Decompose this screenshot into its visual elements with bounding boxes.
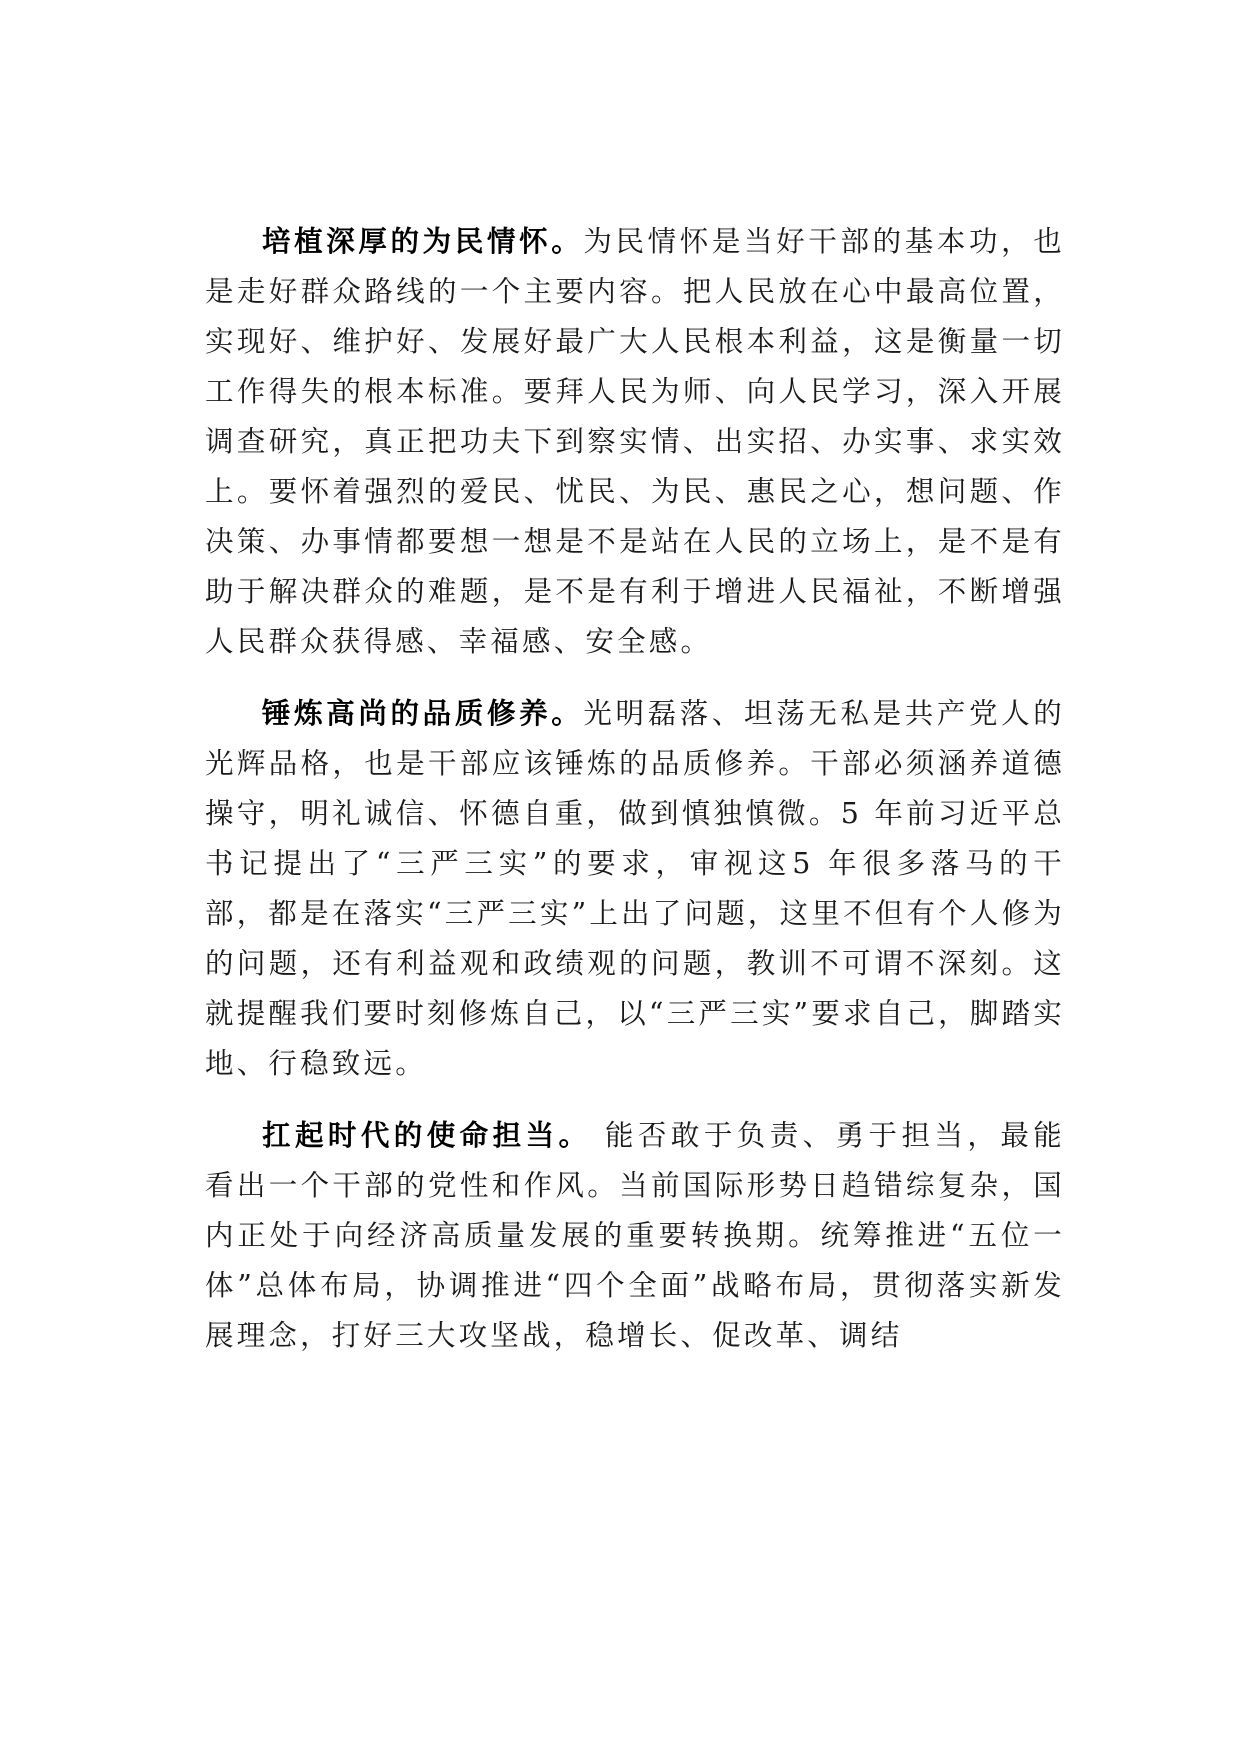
paragraph-1-body: 为民情怀是当好干部的基本功，也是走好群众路线的一个主要内容。把人民放在心中最高位置，实现好、维护好、发展好最广大人民根本利益，这是衡量一切工作得失的根本标准。要拜人民为师、向人民学习，深入开展调查研究，真正把功夫下到察实情、出实招、办实事、求实效上。要怀着强烈的爱民、忧民、为民、惠民之心，想问题、作决策、办事情都要想一想是不是站在人民的立场上，是不是有助于解决群众的难题，是不是有利于增进人民福祉，不断增强人民群众获得感、幸福感、安全感。 <box>205 225 1065 658</box>
paragraph-2-body: 光明磊落、坦荡无私是共产党人的光辉品格，也是干部应该锤炼的品质修养。干部必须涵养道德操守，明礼诚信、怀德自重，做到慎独慎微。5 年前习近平总书记提出了“三严三实”的要求，审视这5 年很多落马的干部，都是在落实“三严三实”上出了问题，这里不但有个人修为的问题，还有利益观和政绩观的问题，教训不可谓不深刻。这就提醒我们要时刻修炼自己，以“三严三实”要求自己，脚踏实地、行稳致远。 <box>205 697 1065 1080</box>
paragraph-2-heading: 锤炼高尚的品质修养。 <box>262 696 584 730</box>
paragraph-3 <box>205 1110 1065 1361</box>
paragraph-2 <box>205 688 1065 1089</box>
document-page <box>205 216 1065 1382</box>
paragraph-3-body: 能否敢于负责、勇于担当，最能看出一个干部的党性和作风。当前国际形势日趋错综复杂，国内正处于向经济高质量发展的重要转换期。统筹推进“五位一体”总体布局，协调推进“四个全面”战略布局，贯彻落实新发展理念，打好三大攻坚战，稳增长、促改革、调结 <box>205 1119 1065 1352</box>
paragraph-1-heading: 培植深厚的为民情怀。 <box>262 224 584 258</box>
paragraph-3-heading: 扛起时代的使命担当。 <box>262 1118 592 1152</box>
paragraph-1 <box>205 216 1065 667</box>
